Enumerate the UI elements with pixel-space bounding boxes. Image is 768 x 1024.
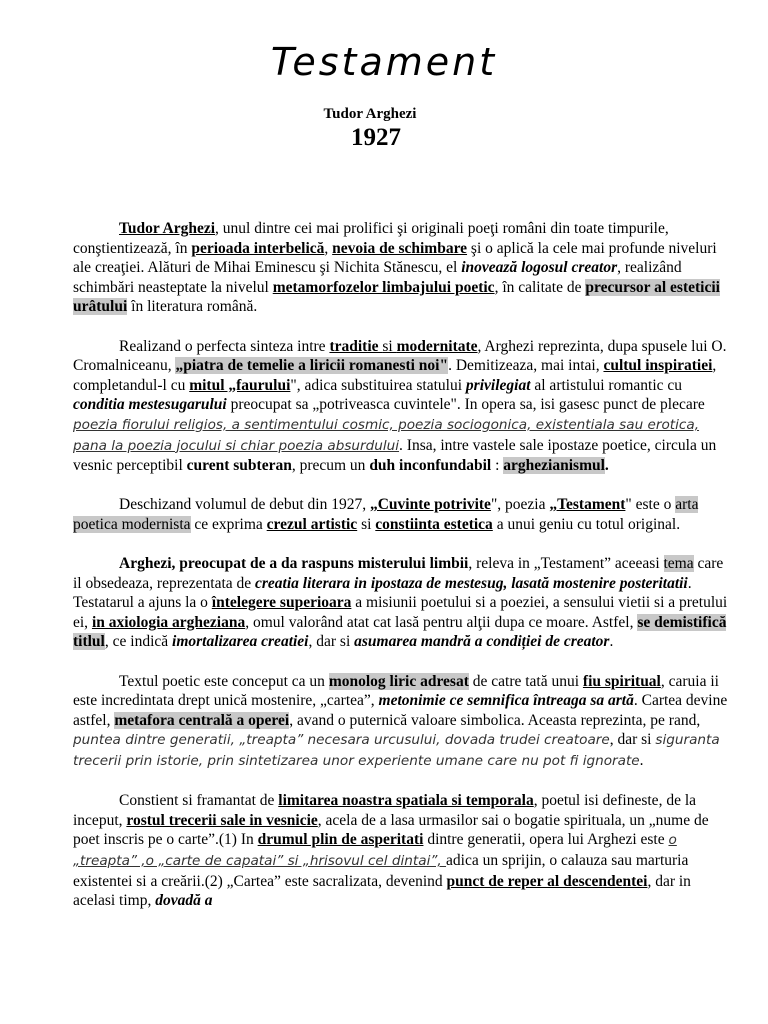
- emphasis: creatia literara in ipostaza de mestesug, lasată mostenire posteritatii: [255, 574, 688, 592]
- text-run: Realizand o perfecta sinteza intre: [119, 337, 330, 355]
- text-run: , în calitate de: [494, 278, 586, 296]
- text-run: ", adica substituirea statului: [290, 376, 466, 394]
- key-term: întelegere superioara: [211, 594, 352, 612]
- paragraph-6: [73, 791, 733, 911]
- text-run: al artistului romantic cu: [530, 376, 683, 394]
- text-run: dintre generatii, opera lui Arghezi este: [423, 831, 669, 849]
- text-run: . Demitizeaza, mai intai,: [448, 357, 604, 375]
- text-run: :: [491, 457, 504, 475]
- text-run: , precum un: [291, 457, 370, 475]
- italic-text: siguranta trecerii prin istorie, prin sintetizarea unor experiente umane care nu pot fi ignorate: [73, 732, 720, 770]
- highlighted-term: metafora centrală a operei: [114, 711, 290, 729]
- text-run: .: [609, 633, 614, 651]
- bold-term: Arghezi, preocupat de a da raspuns misterului limbii: [119, 555, 469, 573]
- text-run: ce exprima: [190, 515, 267, 533]
- italic-underlined-quote: o „treapta” ,o „carte de capatai” si „hrisovul cel dintai”,: [73, 832, 677, 869]
- key-term: modernitate: [396, 337, 478, 355]
- paragraph-5: [73, 672, 733, 772]
- text-run: ", poezia: [490, 496, 550, 514]
- text-run: , dar si: [609, 731, 656, 749]
- text-run: . Cartea devine astfel,: [73, 692, 728, 729]
- text-run: adica un sprijin, o calauza sau marturia existentei si a creării.(2) „Cartea” este sacralizata, devenind: [73, 852, 689, 890]
- paragraph-4: [73, 554, 733, 652]
- publication-year: 1927: [351, 124, 401, 151]
- emphasis: imortalizarea creatiei: [172, 633, 309, 651]
- text-run: , completandul-l cu: [73, 357, 717, 394]
- text-run: , Arghezi reprezinta, dupa spusele lui O. Cromalniceanu,: [73, 337, 727, 375]
- text-run: " este o: [625, 496, 676, 514]
- key-term: rostul trecerii sale in vesnicie: [126, 811, 318, 829]
- emphasis: conditia mestesugarului: [73, 396, 227, 414]
- highlighted-term: arghezianismul: [503, 457, 605, 475]
- text-run: , realizând schimbări neasteptate la nivelul: [73, 259, 682, 296]
- text-run: , releva in „Testament” aceeasi: [468, 555, 664, 573]
- italic-text: puntea dintre generatii, „treapta” necesara urcusului, dovada trudei creatoare: [73, 732, 610, 749]
- key-term: metamorfozelor limbajului poetic: [272, 278, 495, 296]
- emphasis: metonimie ce semnifica întreaga sa artă: [378, 692, 634, 710]
- text-run: . Insa, intre vastele sale ipostaze poetice, circula un vesnic perceptibil: [73, 436, 717, 475]
- text-run: de catre tată unui: [468, 672, 583, 690]
- poem-title: Testament: [270, 40, 498, 84]
- text-run: şi o aplică la cele mai profunde niveluri ale creaţiei. Alături de Mihai Eminescu şi Nichita Stănescu, el: [73, 239, 717, 277]
- text-run: , dar in acelasi timp,: [73, 872, 691, 910]
- key-term: nevoia de schimbare: [332, 239, 468, 257]
- text-run: , caruia ii este incredintata drept unică mostenire, „cartea”,: [73, 672, 719, 710]
- highlighted-term: se demistifică titlul: [73, 613, 727, 651]
- key-term: traditie: [329, 337, 383, 355]
- key-term: „Testament: [549, 496, 626, 514]
- emphasis: privilegiat: [465, 376, 531, 394]
- highlighted-term: monolog liric adresat: [328, 672, 469, 690]
- key-term: crezul artistic: [266, 515, 358, 533]
- key-term: mitul „faurului: [189, 376, 291, 394]
- emphasis: asumarea mandră a condiției de creator: [354, 633, 610, 651]
- key-term: fiu spiritual: [582, 672, 661, 690]
- author-reference: Tudor Arghezi: [119, 220, 216, 237]
- text-run: , dar si: [308, 633, 355, 651]
- italic-underlined-list: poezia fiorului religios, a sentimentului cosmic, poezia sociogonica, existentiala sau erotica, pana la poezia jocului si chiar poezia absurdului: [73, 416, 700, 454]
- key-term: in axiologia argheziana: [91, 613, 246, 631]
- key-term: „Cuvinte potrivite: [369, 496, 491, 514]
- highlighted-quote: „piatra de temelie a liricii romanesti noi": [175, 357, 449, 375]
- text-run: si: [382, 337, 397, 355]
- paragraph-3: [73, 495, 733, 534]
- bold-term: duh inconfundabil: [369, 457, 492, 475]
- paragraph-1: [73, 219, 733, 317]
- text-run: Deschizand volumul de debut din 1927,: [119, 496, 370, 514]
- text-run: , ce indică: [104, 633, 173, 651]
- key-term: limitarea noastra spatiala si temporala: [278, 792, 534, 810]
- text-run: , omul valorând atat cat lasă pentru alţii dupa ce moare. Astfel,: [245, 613, 638, 631]
- text-run: .: [639, 752, 644, 770]
- text-run: si: [357, 515, 376, 533]
- key-term: perioada interbelică: [191, 239, 325, 257]
- key-term: constiinta estetica: [375, 515, 493, 533]
- text-run: .: [604, 457, 609, 475]
- emphasis: inovează logosul creator: [461, 259, 618, 277]
- key-term: drumul plin de asperitati: [257, 831, 424, 849]
- text-run: , unul dintre cei mai prolifici şi originali poeţi români din toate timpurile, conştientizează, în: [73, 220, 669, 257]
- bold-term: curent subteran: [186, 457, 292, 475]
- highlighted-term: arta poetica modernista: [73, 496, 699, 533]
- text-run: ,: [324, 239, 333, 257]
- text-run: Textul poetic este conceput ca un: [119, 672, 329, 690]
- paragraph-2: [73, 337, 733, 476]
- text-run: Constient si framantat de: [119, 792, 279, 810]
- text-run: preocupat sa „potriveasca cuvintele". In opera sa, isi gasesc punct de plecare: [226, 396, 705, 414]
- text-run: în literatura română.: [127, 298, 258, 316]
- text-run: , avand o puternică valoare simbolica. Aceasta reprezinta, pe rand,: [289, 711, 701, 729]
- emphasis: dovadă a: [155, 892, 213, 910]
- text-run: , poetul isi defineste, de la inceput,: [73, 792, 697, 829]
- author-name: Tudor Arghezi: [323, 106, 417, 122]
- highlighted-term: tema: [663, 555, 694, 573]
- text-run: . Testatarul a ajuns la o: [73, 574, 692, 612]
- text-run: a unui geniu cu totul original.: [492, 515, 681, 533]
- key-term: cultul inspiratiei: [603, 357, 713, 375]
- key-term: punct de reper al descendentei: [446, 872, 648, 890]
- text-run: a misiunii poetului si a poeziei, a sensului vietii si a pretului ei,: [73, 594, 728, 631]
- highlighted-term: precursor al esteticii urâtului: [73, 278, 720, 316]
- essay-body: [73, 219, 733, 930]
- text-run: , acela de a lasa urmasilor sai o bogatie spirituala, un „nume de poet inscris pe o carte”.(1) In: [73, 811, 709, 849]
- text-run: care il obsedeaza, reprezentata de: [73, 555, 724, 592]
